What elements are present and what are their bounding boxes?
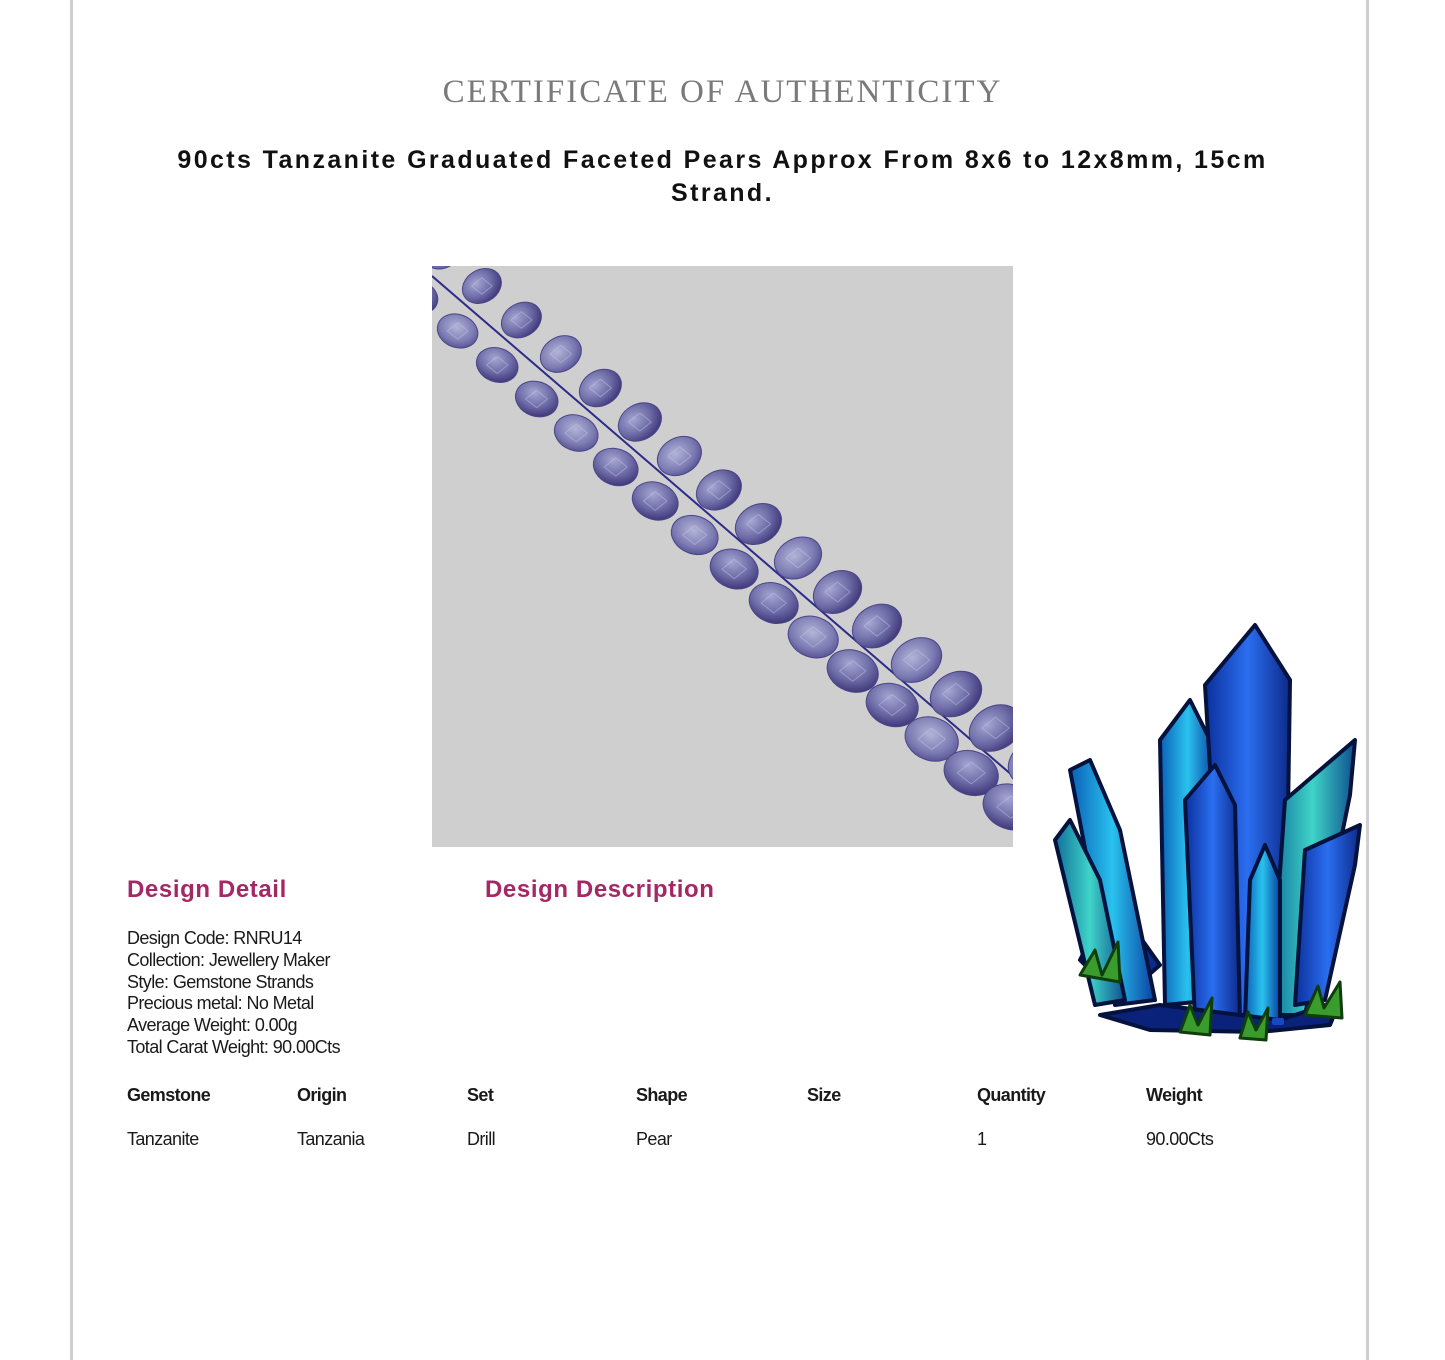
precious-metal: Precious metal: No Metal <box>127 993 314 1014</box>
average-weight: Average Weight: 0.00g <box>127 1015 297 1036</box>
column-header-quantity: Quantity <box>977 1085 1046 1105</box>
cell-origin: Tanzania <box>297 1129 365 1149</box>
tanzanite-strand-photo <box>432 266 1013 847</box>
column-header-shape: Shape <box>636 1085 688 1105</box>
blue-crystal-cluster-icon <box>1040 620 1370 1050</box>
cell-quantity: 1 <box>977 1129 987 1149</box>
certificate-title: CERTIFICATE OF AUTHENTICITY <box>442 74 1003 110</box>
bead-strand-illustration <box>432 266 1013 847</box>
design-description-heading: Design Description <box>485 876 715 903</box>
table-row <box>127 1129 1297 1173</box>
design-detail-list <box>127 928 340 1059</box>
table-header-row <box>127 1085 1297 1129</box>
product-title: 90cts Tanzanite Graduated Faceted Pears Approx From 8x6 to 12x8mm, 15cm Strand. <box>177 146 1268 207</box>
column-header-gemstone: Gemstone <box>127 1085 211 1105</box>
column-header-origin: Origin <box>297 1085 347 1105</box>
column-header-set: Set <box>467 1085 494 1105</box>
cell-gemstone: Tanzanite <box>127 1129 199 1149</box>
design-code: Design Code: RNRU14 <box>127 928 302 948</box>
collection: Collection: Jewellery Maker <box>127 949 330 970</box>
cell-weight: 90.00Cts <box>1146 1129 1214 1149</box>
cell-shape: Pear <box>636 1129 672 1149</box>
design-detail-heading: Design Detail <box>127 876 287 903</box>
page-border-left <box>70 0 73 1360</box>
total-carat-weight: Total Carat Weight: 90.00Cts <box>127 1036 340 1057</box>
column-header-weight: Weight <box>1146 1085 1203 1105</box>
gemstone-table <box>127 1085 1297 1173</box>
cell-set: Drill <box>467 1129 495 1149</box>
column-header-size: Size <box>807 1085 841 1105</box>
style: Style: Gemstone Strands <box>127 971 314 992</box>
